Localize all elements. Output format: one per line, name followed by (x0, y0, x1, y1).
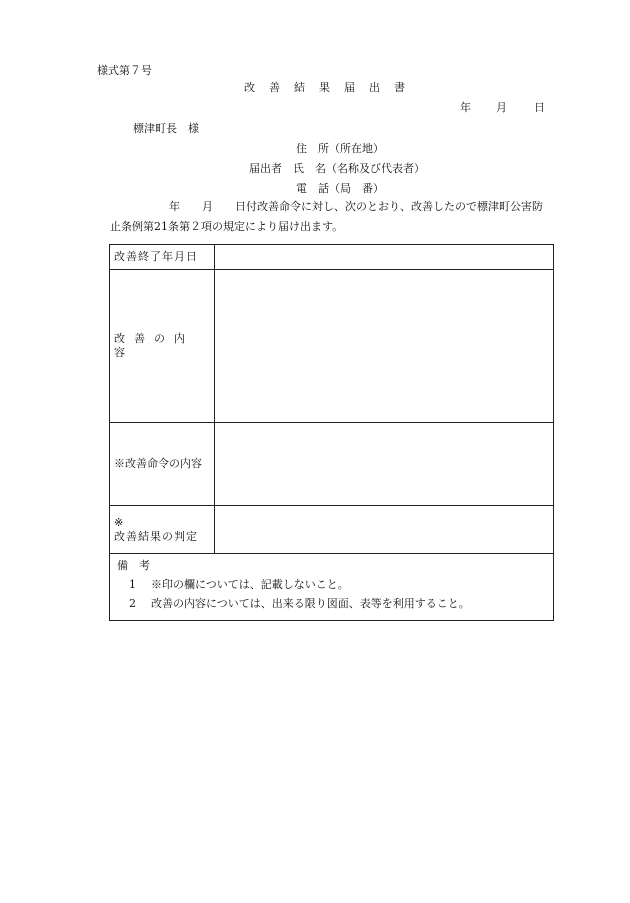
date-month-label: 月 (496, 101, 507, 114)
body-text-line2: 止条例第21条第２項の規定により届け出ます。 (110, 220, 344, 233)
table-row (110, 245, 554, 270)
completion-date-field[interactable] (215, 245, 554, 270)
result-judgment-field[interactable] (215, 506, 554, 554)
improvement-content-label (110, 270, 215, 423)
remarks-item-number: 2 (129, 597, 136, 610)
addressee: 標津町長 様 (133, 122, 199, 135)
remarks-item-text: ※印の欄については、記載しないこと。 (151, 578, 349, 591)
notifier-phone-label: 電 話（局 番） (296, 182, 384, 195)
order-content-label-text: ※改善命令の内容 (114, 457, 202, 470)
body-text-line1: 年 月 日付改善命令に対し、次のとおり、改善したので標津町公害防 (169, 200, 543, 213)
order-content-field[interactable] (215, 423, 554, 506)
completion-date-label-text: 改善終了年月日 (114, 250, 198, 263)
table-row (110, 270, 554, 423)
remarks-item-number: 1 (129, 578, 136, 591)
table-row (110, 423, 554, 506)
order-content-label (110, 423, 215, 506)
date-line (460, 101, 545, 115)
form-number: 様式第７号 (97, 64, 152, 77)
improvement-content-field[interactable] (215, 270, 554, 423)
remarks-item (129, 597, 549, 611)
remarks-cell (110, 554, 554, 621)
table-row (110, 506, 554, 554)
remarks-item (129, 578, 549, 592)
result-judgment-mark: ※ (114, 515, 124, 529)
document-title: 改善結果届出書 (244, 81, 419, 94)
date-year-label: 年 (460, 101, 471, 114)
completion-date-label (110, 245, 215, 270)
date-day-label: 日 (534, 101, 545, 114)
remarks-title: 備 考 (117, 559, 150, 572)
notifier-address-label: 住 所（所在地） (296, 142, 384, 155)
result-judgment-label (110, 506, 215, 554)
report-table (109, 244, 554, 621)
notifier-name-label: 届出者 氏 名（名称及び代表者） (249, 162, 425, 175)
improvement-content-label-text: 改善の内容 (114, 332, 194, 359)
table-row (110, 554, 554, 621)
result-judgment-label-text: 改善結果の判定 (114, 529, 198, 543)
remarks-item-text: 改善の内容については、出来る限り図面、表等を利用すること。 (151, 597, 470, 610)
